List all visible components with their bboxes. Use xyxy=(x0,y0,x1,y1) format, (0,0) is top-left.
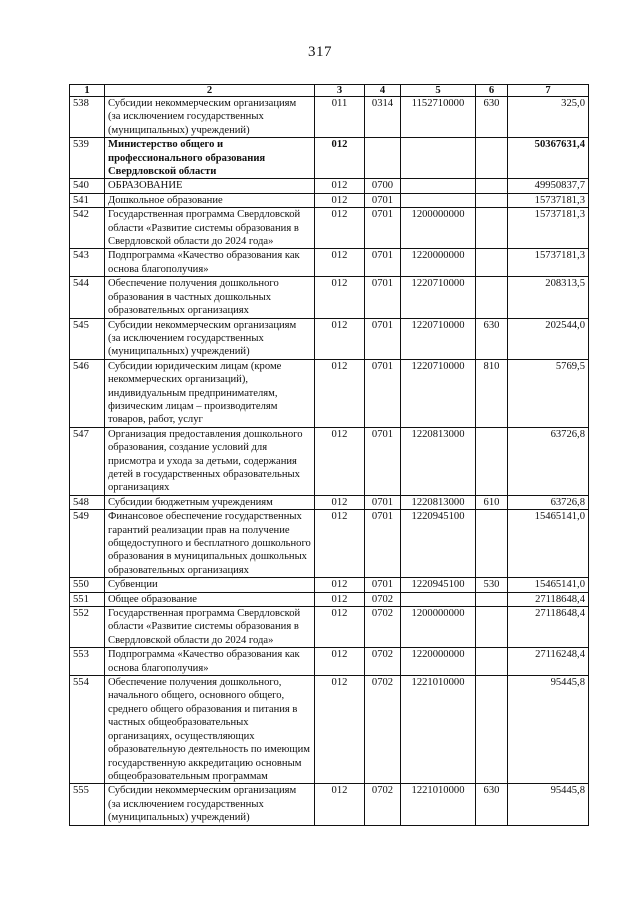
column-header: 4 xyxy=(365,85,401,97)
row-number: 540 xyxy=(70,179,105,193)
row-admin-code: 012 xyxy=(315,318,365,359)
row-section-code: 0700 xyxy=(365,179,401,193)
row-number: 551 xyxy=(70,592,105,606)
table-row xyxy=(70,277,589,318)
page-number: 317 xyxy=(308,44,332,60)
row-expense-type xyxy=(476,138,508,179)
row-name: Финансовое обеспечение государственных гарантий реализации прав на получение общедоступного и бесплатного дошкольного образования в муниципальных дошкольных образовательных организациях xyxy=(105,510,315,578)
row-section-code: 0701 xyxy=(365,277,401,318)
row-section-code: 0314 xyxy=(365,97,401,138)
row-expense-type xyxy=(476,179,508,193)
table-row xyxy=(70,208,589,249)
row-target-code xyxy=(401,193,476,207)
row-amount: 15737181,3 xyxy=(508,193,589,207)
row-name: Министерство общего и профессионального образования Свердловской области xyxy=(105,138,315,179)
row-amount: 5769,5 xyxy=(508,359,589,427)
row-admin-code: 012 xyxy=(315,179,365,193)
row-target-code: 1200000000 xyxy=(401,607,476,648)
row-admin-code: 011 xyxy=(315,97,365,138)
row-section-code: 0701 xyxy=(365,318,401,359)
row-expense-type xyxy=(476,648,508,676)
row-number: 549 xyxy=(70,510,105,578)
row-number: 545 xyxy=(70,318,105,359)
row-name: Организация предоставления дошкольного образования, создание условий для присмотра и ухода за детьми, содержания детей в государственных образовательных организациях xyxy=(105,427,315,495)
row-target-code: 1220710000 xyxy=(401,277,476,318)
row-number: 552 xyxy=(70,607,105,648)
row-expense-type xyxy=(476,427,508,495)
row-target-code: 1220813000 xyxy=(401,495,476,509)
row-admin-code: 012 xyxy=(315,607,365,648)
row-admin-code: 012 xyxy=(315,138,365,179)
row-amount: 49950837,7 xyxy=(508,179,589,193)
row-name: Субсидии некоммерческим организациям (за исключением государственных (муниципальных) учреждений) xyxy=(105,318,315,359)
table-row xyxy=(70,249,589,277)
row-section-code: 0701 xyxy=(365,510,401,578)
row-amount: 27116248,4 xyxy=(508,648,589,676)
row-amount: 63726,8 xyxy=(508,427,589,495)
row-name: Государственная программа Свердловской области «Развитие системы образования в Свердловской области до 2024 года» xyxy=(105,607,315,648)
column-header: 3 xyxy=(315,85,365,97)
row-number: 544 xyxy=(70,277,105,318)
row-expense-type xyxy=(476,193,508,207)
row-section-code: 0701 xyxy=(365,359,401,427)
row-target-code xyxy=(401,138,476,179)
row-name: ОБРАЗОВАНИЕ xyxy=(105,179,315,193)
row-section-code: 0701 xyxy=(365,208,401,249)
row-number: 546 xyxy=(70,359,105,427)
table-row xyxy=(70,592,589,606)
row-target-code: 1220945100 xyxy=(401,510,476,578)
row-name: Субвенции xyxy=(105,578,315,592)
row-amount: 208313,5 xyxy=(508,277,589,318)
row-number: 538 xyxy=(70,97,105,138)
row-amount: 27118648,4 xyxy=(508,607,589,648)
row-section-code: 0702 xyxy=(365,784,401,825)
table-row xyxy=(70,97,589,138)
row-expense-type: 810 xyxy=(476,359,508,427)
table-row xyxy=(70,179,589,193)
row-expense-type xyxy=(476,208,508,249)
column-header: 2 xyxy=(105,85,315,97)
row-section-code: 0701 xyxy=(365,249,401,277)
row-section-code: 0701 xyxy=(365,495,401,509)
row-admin-code: 012 xyxy=(315,592,365,606)
column-header: 1 xyxy=(70,85,105,97)
table-row xyxy=(70,318,589,359)
row-number: 555 xyxy=(70,784,105,825)
row-name: Субсидии некоммерческим организациям (за исключением государственных (муниципальных) учреждений) xyxy=(105,784,315,825)
table-header-row xyxy=(70,85,589,97)
row-section-code: 0702 xyxy=(365,592,401,606)
row-name: Обеспечение получения дошкольного образования в частных дошкольных образовательных организациях xyxy=(105,277,315,318)
row-expense-type: 630 xyxy=(476,318,508,359)
row-expense-type xyxy=(476,249,508,277)
table-row xyxy=(70,784,589,825)
row-name: Субсидии юридическим лицам (кроме некоммерческих организаций), индивидуальным предпринимателям, физическим лицам – производителям товаров, работ, услуг xyxy=(105,359,315,427)
row-name: Подпрограмма «Качество образования как основа благополучия» xyxy=(105,249,315,277)
row-admin-code: 012 xyxy=(315,676,365,784)
table-row xyxy=(70,578,589,592)
row-admin-code: 012 xyxy=(315,495,365,509)
row-name: Государственная программа Свердловской области «Развитие системы образования в Свердловской области до 2024 года» xyxy=(105,208,315,249)
column-header: 6 xyxy=(476,85,508,97)
table-row xyxy=(70,359,589,427)
row-admin-code: 012 xyxy=(315,249,365,277)
row-section-code: 0701 xyxy=(365,578,401,592)
row-amount: 95445,8 xyxy=(508,784,589,825)
table-row xyxy=(70,676,589,784)
row-expense-type xyxy=(476,676,508,784)
row-admin-code: 012 xyxy=(315,427,365,495)
row-number: 553 xyxy=(70,648,105,676)
row-target-code: 1200000000 xyxy=(401,208,476,249)
row-expense-type: 630 xyxy=(476,784,508,825)
row-admin-code: 012 xyxy=(315,277,365,318)
row-amount: 15737181,3 xyxy=(508,249,589,277)
row-admin-code: 012 xyxy=(315,648,365,676)
row-number: 547 xyxy=(70,427,105,495)
row-admin-code: 012 xyxy=(315,784,365,825)
row-amount: 50367631,4 xyxy=(508,138,589,179)
row-name: Дошкольное образование xyxy=(105,193,315,207)
table-row xyxy=(70,193,589,207)
row-section-code: 0702 xyxy=(365,648,401,676)
row-target-code: 1220945100 xyxy=(401,578,476,592)
table-row xyxy=(70,648,589,676)
row-target-code xyxy=(401,179,476,193)
row-target-code: 1220000000 xyxy=(401,648,476,676)
row-expense-type xyxy=(476,510,508,578)
table-row xyxy=(70,510,589,578)
row-name: Общее образование xyxy=(105,592,315,606)
row-amount: 15465141,0 xyxy=(508,510,589,578)
row-target-code: 1220000000 xyxy=(401,249,476,277)
table-row xyxy=(70,607,589,648)
row-expense-type: 610 xyxy=(476,495,508,509)
row-number: 541 xyxy=(70,193,105,207)
row-name: Субсидии некоммерческим организациям (за исключением государственных (муниципальных) учреждений) xyxy=(105,97,315,138)
row-admin-code: 012 xyxy=(315,578,365,592)
row-number: 548 xyxy=(70,495,105,509)
row-amount: 15465141,0 xyxy=(508,578,589,592)
row-expense-type: 630 xyxy=(476,97,508,138)
table-row xyxy=(70,427,589,495)
table-body xyxy=(70,97,589,826)
row-section-code: 0701 xyxy=(365,193,401,207)
row-admin-code: 012 xyxy=(315,208,365,249)
row-expense-type xyxy=(476,277,508,318)
row-target-code xyxy=(401,592,476,606)
row-name: Обеспечение получения дошкольного, начального общего, основного общего, среднего общего образования и питания в частных общеобразовательных организациях, осуществляющих образовательную деятельность по имеющим государственную аккредитацию основным общеобразовательным программам xyxy=(105,676,315,784)
row-amount: 15737181,3 xyxy=(508,208,589,249)
row-number: 550 xyxy=(70,578,105,592)
column-header: 7 xyxy=(508,85,589,97)
row-section-code: 0702 xyxy=(365,676,401,784)
row-number: 554 xyxy=(70,676,105,784)
row-expense-type xyxy=(476,607,508,648)
row-name: Субсидии бюджетным учреждениям xyxy=(105,495,315,509)
row-amount: 325,0 xyxy=(508,97,589,138)
row-amount: 202544,0 xyxy=(508,318,589,359)
row-section-code: 0701 xyxy=(365,427,401,495)
row-target-code: 1220710000 xyxy=(401,318,476,359)
row-target-code: 1220813000 xyxy=(401,427,476,495)
column-header: 5 xyxy=(401,85,476,97)
row-number: 542 xyxy=(70,208,105,249)
row-target-code: 1220710000 xyxy=(401,359,476,427)
row-target-code: 1221010000 xyxy=(401,784,476,825)
row-amount: 95445,8 xyxy=(508,676,589,784)
row-number: 539 xyxy=(70,138,105,179)
budget-table xyxy=(69,84,589,826)
row-expense-type: 530 xyxy=(476,578,508,592)
row-target-code: 1221010000 xyxy=(401,676,476,784)
row-admin-code: 012 xyxy=(315,359,365,427)
row-amount: 27118648,4 xyxy=(508,592,589,606)
row-admin-code: 012 xyxy=(315,510,365,578)
row-target-code: 1152710000 xyxy=(401,97,476,138)
row-name: Подпрограмма «Качество образования как основа благополучия» xyxy=(105,648,315,676)
row-expense-type xyxy=(476,592,508,606)
table-row xyxy=(70,495,589,509)
row-number: 543 xyxy=(70,249,105,277)
row-amount: 63726,8 xyxy=(508,495,589,509)
row-section-code: 0702 xyxy=(365,607,401,648)
row-section-code xyxy=(365,138,401,179)
table-row xyxy=(70,138,589,179)
row-admin-code: 012 xyxy=(315,193,365,207)
